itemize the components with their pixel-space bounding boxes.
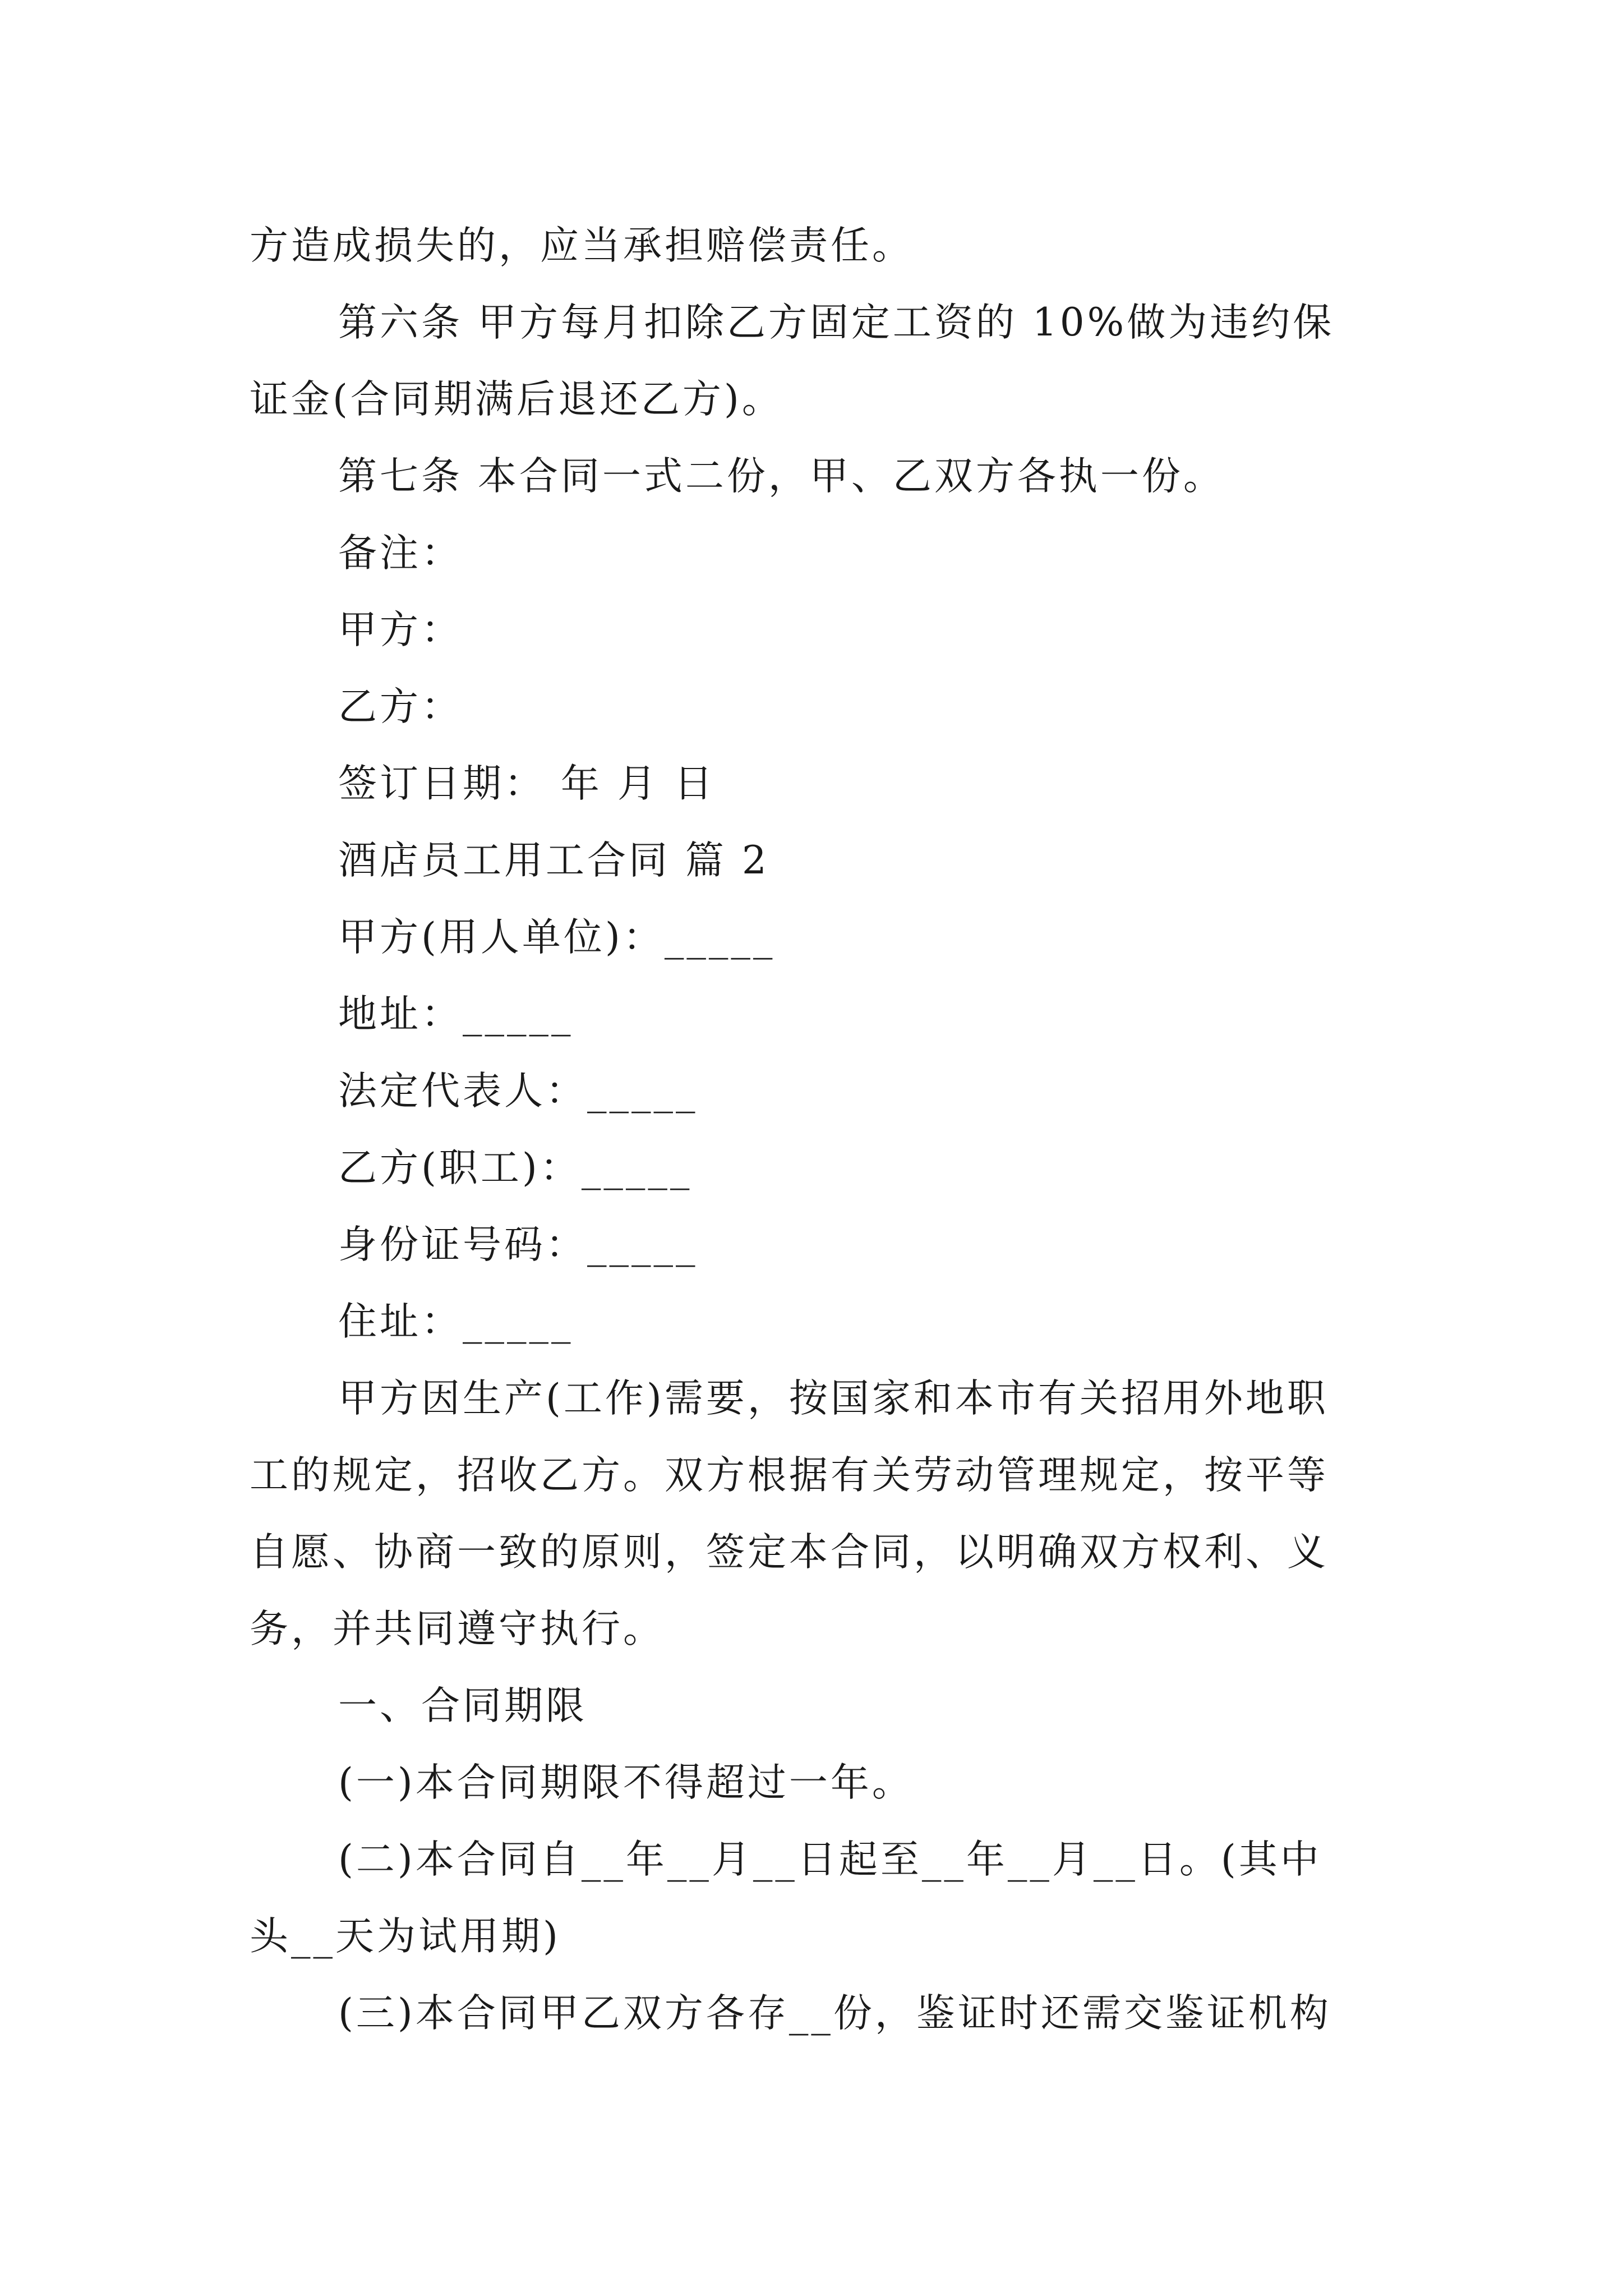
text-line: 务，并共同遵守执行。 — [250, 1607, 665, 1651]
text-line: 头__天为试用期) — [250, 1914, 561, 1959]
section-heading: 一、合同期限 — [338, 1683, 587, 1728]
document-page — [250, 208, 1385, 2052]
section-title: 酒店员工用工合同 篇 2 — [338, 838, 769, 883]
clause-item: (三)本合同甲乙双方各存__份，鉴证时还需交鉴证机构 — [338, 1991, 1331, 2036]
party-a-label: 甲方： — [338, 608, 463, 652]
text-line: 甲方因生产(工作)需要，按国家和本市有关招用外地职 — [338, 1376, 1329, 1421]
party-b-label: 乙方： — [338, 684, 463, 729]
clause-item: (一)本合同期限不得超过一年。 — [338, 1760, 914, 1805]
employee-field: 乙方(职工)：_____ — [338, 1145, 693, 1190]
text-line: 方造成损失的，应当承担赔偿责任。 — [250, 223, 914, 268]
remarks-label: 备注： — [338, 531, 463, 576]
signing-date-label: 签订日期： 年 月 日 — [338, 761, 716, 806]
text-line: 自愿、协商一致的原则，签定本合同，以明确双方权利、义 — [250, 1530, 1329, 1575]
employer-field: 甲方(用人单位)：_____ — [338, 915, 776, 960]
text-line: 工的规定，招收乙方。双方根据有关劳动管理规定，按平等 — [250, 1453, 1329, 1498]
residence-field: 住址：_____ — [338, 1299, 574, 1344]
legal-representative-field: 法定代表人：_____ — [338, 1069, 698, 1114]
text-line: 第六条 甲方每月扣除乙方固定工资的 10%做为违约保 — [338, 300, 1335, 345]
clause-item: (二)本合同自__年__月__日起至__年__月__日。(其中 — [338, 1837, 1322, 1882]
text-line: 第七条 本合同一式二份，甲、乙双方各执一份。 — [338, 454, 1225, 499]
id-number-field: 身份证号码：_____ — [338, 1222, 698, 1267]
address-field: 地址：_____ — [338, 992, 574, 1037]
text-line: 证金(合同期满后退还乙方)。 — [250, 377, 783, 422]
